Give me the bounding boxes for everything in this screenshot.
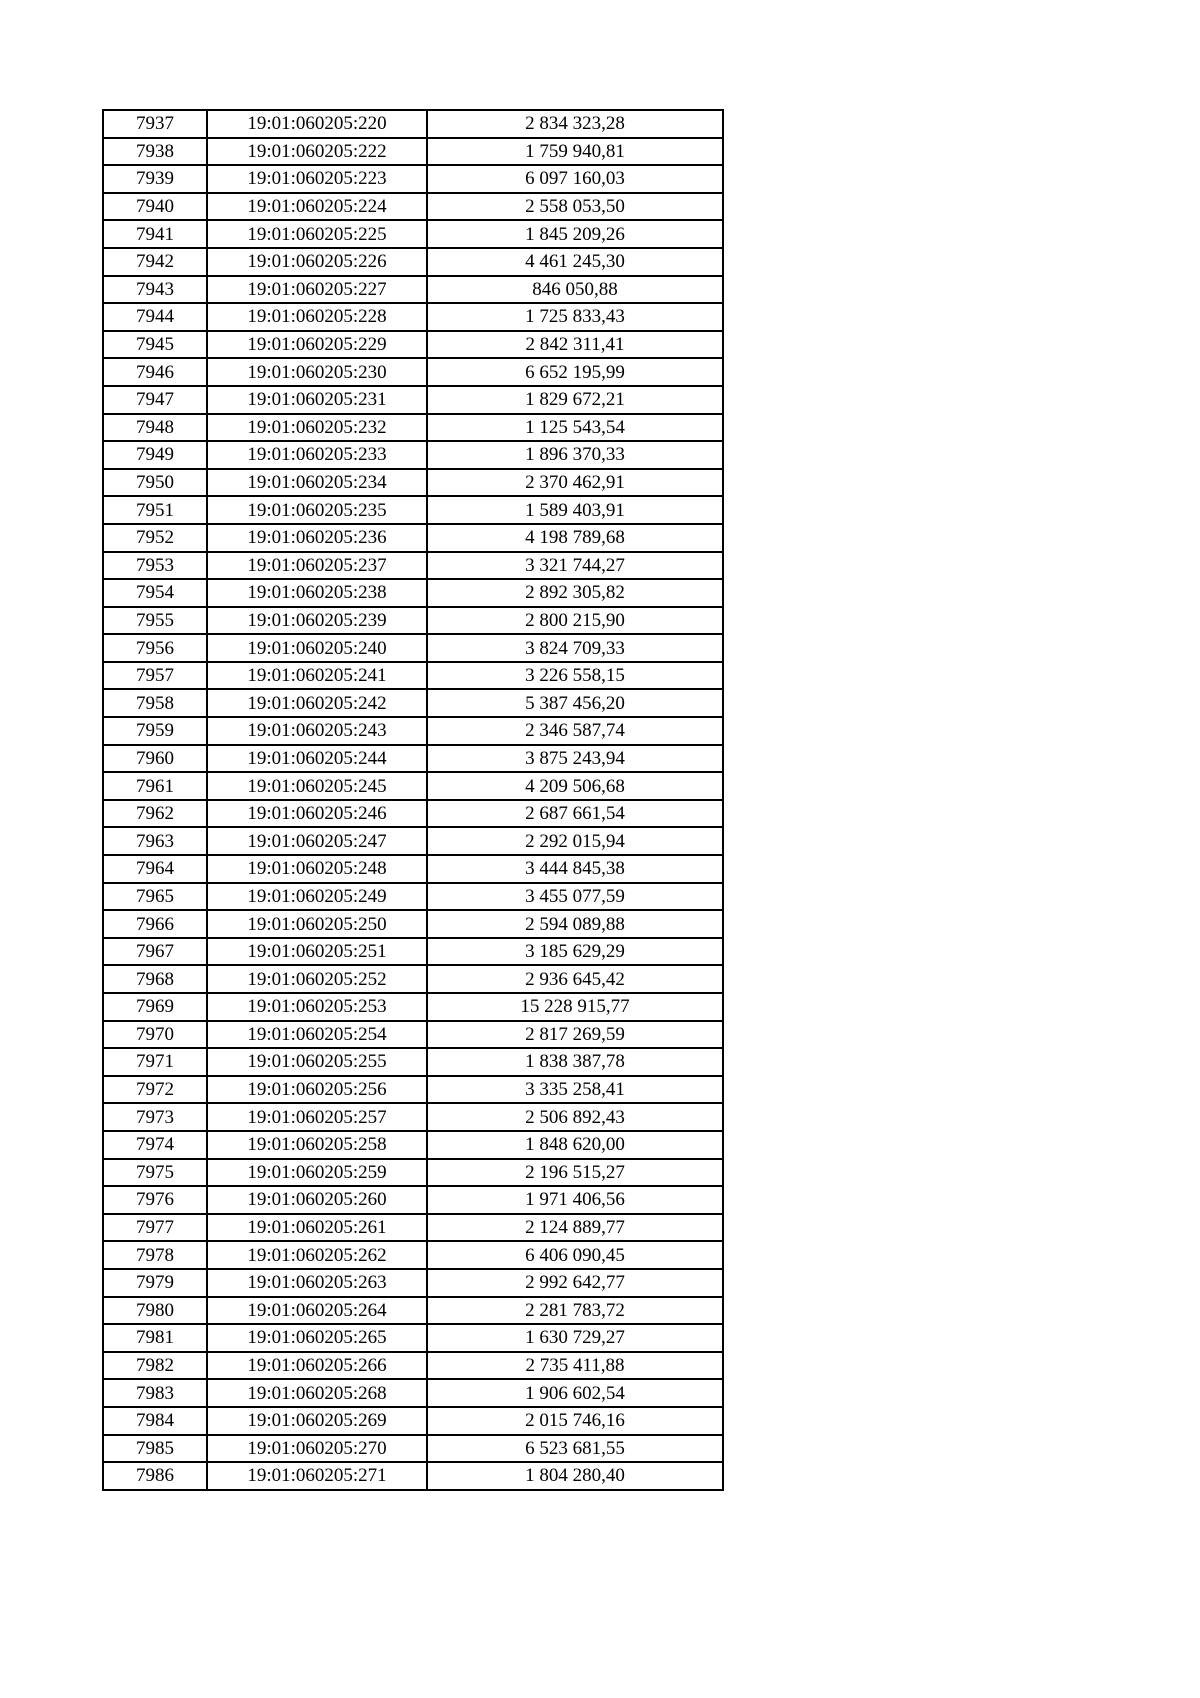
table-row (103, 1435, 723, 1463)
cadastral-number-cell: 19:01:060205:253 (207, 993, 427, 1021)
cadastral-value-cell: 1 906 602,54 (427, 1379, 723, 1407)
cadastral-number-cell: 19:01:060205:262 (207, 1241, 427, 1269)
row-number-cell: 7938 (103, 138, 207, 166)
row-number-cell: 7940 (103, 193, 207, 221)
cadastral-number-cell: 19:01:060205:243 (207, 717, 427, 745)
cadastral-value-cell: 2 687 661,54 (427, 800, 723, 828)
cadastral-number-cell: 19:01:060205:232 (207, 414, 427, 442)
row-number-cell: 7947 (103, 386, 207, 414)
cadastral-number-cell: 19:01:060205:252 (207, 965, 427, 993)
table-row (103, 827, 723, 855)
row-number-cell: 7956 (103, 634, 207, 662)
table-row (103, 579, 723, 607)
table-row (103, 1324, 723, 1352)
table-row (103, 1462, 723, 1490)
cadastral-number-cell: 19:01:060205:234 (207, 469, 427, 497)
table-row (103, 993, 723, 1021)
table-row (103, 662, 723, 690)
cadastral-number-cell: 19:01:060205:254 (207, 1021, 427, 1049)
cadastral-number-cell: 19:01:060205:228 (207, 303, 427, 331)
cadastral-number-cell: 19:01:060205:226 (207, 248, 427, 276)
table-row (103, 138, 723, 166)
cadastral-value-cell: 1 125 543,54 (427, 414, 723, 442)
cadastral-value-cell: 3 335 258,41 (427, 1076, 723, 1104)
table-row (103, 910, 723, 938)
table-row (103, 938, 723, 966)
row-number-cell: 7953 (103, 552, 207, 580)
row-number-cell: 7978 (103, 1241, 207, 1269)
row-number-cell: 7952 (103, 524, 207, 552)
cadastral-number-cell: 19:01:060205:259 (207, 1159, 427, 1187)
row-number-cell: 7983 (103, 1379, 207, 1407)
cadastral-number-cell: 19:01:060205:230 (207, 358, 427, 386)
cadastral-value-cell: 6 652 195,99 (427, 358, 723, 386)
row-number-cell: 7973 (103, 1103, 207, 1131)
table-row (103, 331, 723, 359)
cadastral-value-cell: 3 444 845,38 (427, 855, 723, 883)
cadastral-value-cell: 2 281 783,72 (427, 1297, 723, 1325)
cadastral-value-cell: 4 209 506,68 (427, 772, 723, 800)
table-row (103, 524, 723, 552)
cadastral-number-cell: 19:01:060205:246 (207, 800, 427, 828)
table-row (103, 469, 723, 497)
cadastral-number-cell: 19:01:060205:269 (207, 1407, 427, 1435)
row-number-cell: 7974 (103, 1131, 207, 1159)
cadastral-number-cell: 19:01:060205:224 (207, 193, 427, 221)
cadastral-number-cell: 19:01:060205:247 (207, 827, 427, 855)
cadastral-value-cell: 6 097 160,03 (427, 165, 723, 193)
cadastral-value-cell: 2 834 323,28 (427, 110, 723, 138)
row-number-cell: 7977 (103, 1214, 207, 1242)
row-number-cell: 7971 (103, 1048, 207, 1076)
row-number-cell: 7939 (103, 165, 207, 193)
cadastral-number-cell: 19:01:060205:249 (207, 883, 427, 911)
cadastral-number-cell: 19:01:060205:244 (207, 745, 427, 773)
table-row (103, 1076, 723, 1104)
cadastral-value-cell: 1 630 729,27 (427, 1324, 723, 1352)
row-number-cell: 7965 (103, 883, 207, 911)
table-row (103, 441, 723, 469)
cadastral-value-cell: 1 829 672,21 (427, 386, 723, 414)
cadastral-value-cell: 2 370 462,91 (427, 469, 723, 497)
table-row (103, 855, 723, 883)
cadastral-number-cell: 19:01:060205:251 (207, 938, 427, 966)
cadastral-value-cell: 1 971 406,56 (427, 1186, 723, 1214)
cadastral-value-cell: 2 015 746,16 (427, 1407, 723, 1435)
row-number-cell: 7943 (103, 276, 207, 304)
cadastral-number-cell: 19:01:060205:257 (207, 1103, 427, 1131)
cadastral-number-cell: 19:01:060205:222 (207, 138, 427, 166)
row-number-cell: 7972 (103, 1076, 207, 1104)
table-row (103, 965, 723, 993)
cadastral-value-cell: 3 226 558,15 (427, 662, 723, 690)
table-row (103, 883, 723, 911)
cadastral-number-cell: 19:01:060205:239 (207, 607, 427, 635)
table-row (103, 1297, 723, 1325)
cadastral-value-table (102, 109, 724, 1491)
table-row (103, 552, 723, 580)
cadastral-number-cell: 19:01:060205:223 (207, 165, 427, 193)
cadastral-value-cell: 1 589 403,91 (427, 496, 723, 524)
cadastral-value-cell: 4 198 789,68 (427, 524, 723, 552)
table-row (103, 1186, 723, 1214)
cadastral-number-cell: 19:01:060205:227 (207, 276, 427, 304)
row-number-cell: 7967 (103, 938, 207, 966)
row-number-cell: 7986 (103, 1462, 207, 1490)
row-number-cell: 7975 (103, 1159, 207, 1187)
cadastral-value-cell: 2 124 889,77 (427, 1214, 723, 1242)
cadastral-value-cell: 846 050,88 (427, 276, 723, 304)
table-row (103, 607, 723, 635)
table-row (103, 414, 723, 442)
cadastral-number-cell: 19:01:060205:256 (207, 1076, 427, 1104)
row-number-cell: 7949 (103, 441, 207, 469)
row-number-cell: 7937 (103, 110, 207, 138)
table-row (103, 717, 723, 745)
cadastral-value-cell: 3 824 709,33 (427, 634, 723, 662)
row-number-cell: 7969 (103, 993, 207, 1021)
cadastral-value-cell: 4 461 245,30 (427, 248, 723, 276)
table-row (103, 248, 723, 276)
table-row (103, 165, 723, 193)
table-row (103, 1241, 723, 1269)
cadastral-value-cell: 6 406 090,45 (427, 1241, 723, 1269)
cadastral-value-cell: 3 455 077,59 (427, 883, 723, 911)
table-row (103, 634, 723, 662)
table-row (103, 1269, 723, 1297)
cadastral-value-cell: 2 817 269,59 (427, 1021, 723, 1049)
row-number-cell: 7957 (103, 662, 207, 690)
cadastral-value-cell: 2 842 311,41 (427, 331, 723, 359)
cadastral-value-cell: 2 800 215,90 (427, 607, 723, 635)
table-row (103, 496, 723, 524)
row-number-cell: 7966 (103, 910, 207, 938)
row-number-cell: 7951 (103, 496, 207, 524)
cadastral-number-cell: 19:01:060205:229 (207, 331, 427, 359)
cadastral-number-cell: 19:01:060205:271 (207, 1462, 427, 1490)
table-row (103, 220, 723, 248)
row-number-cell: 7948 (103, 414, 207, 442)
cadastral-number-cell: 19:01:060205:263 (207, 1269, 427, 1297)
cadastral-value-cell: 2 735 411,88 (427, 1352, 723, 1380)
cadastral-value-cell: 6 523 681,55 (427, 1435, 723, 1463)
row-number-cell: 7964 (103, 855, 207, 883)
cadastral-number-cell: 19:01:060205:240 (207, 634, 427, 662)
table-row (103, 1214, 723, 1242)
cadastral-number-cell: 19:01:060205:264 (207, 1297, 427, 1325)
cadastral-number-cell: 19:01:060205:265 (207, 1324, 427, 1352)
cadastral-value-cell: 2 506 892,43 (427, 1103, 723, 1131)
row-number-cell: 7980 (103, 1297, 207, 1325)
row-number-cell: 7984 (103, 1407, 207, 1435)
table-row (103, 1131, 723, 1159)
cadastral-number-cell: 19:01:060205:236 (207, 524, 427, 552)
row-number-cell: 7962 (103, 800, 207, 828)
table-row (103, 303, 723, 331)
row-number-cell: 7944 (103, 303, 207, 331)
table-row (103, 772, 723, 800)
row-number-cell: 7982 (103, 1352, 207, 1380)
cadastral-number-cell: 19:01:060205:237 (207, 552, 427, 580)
row-number-cell: 7941 (103, 220, 207, 248)
cadastral-value-cell: 1 896 370,33 (427, 441, 723, 469)
cadastral-value-cell: 5 387 456,20 (427, 689, 723, 717)
cadastral-number-cell: 19:01:060205:258 (207, 1131, 427, 1159)
table-row (103, 358, 723, 386)
row-number-cell: 7961 (103, 772, 207, 800)
table-row (103, 689, 723, 717)
table-body (103, 110, 723, 1490)
row-number-cell: 7955 (103, 607, 207, 635)
row-number-cell: 7960 (103, 745, 207, 773)
table-row (103, 1021, 723, 1049)
cadastral-number-cell: 19:01:060205:250 (207, 910, 427, 938)
table-row (103, 110, 723, 138)
cadastral-value-cell: 1 838 387,78 (427, 1048, 723, 1076)
cadastral-number-cell: 19:01:060205:268 (207, 1379, 427, 1407)
cadastral-value-cell: 1 845 209,26 (427, 220, 723, 248)
cadastral-number-cell: 19:01:060205:248 (207, 855, 427, 883)
cadastral-value-cell: 2 558 053,50 (427, 193, 723, 221)
row-number-cell: 7981 (103, 1324, 207, 1352)
row-number-cell: 7976 (103, 1186, 207, 1214)
row-number-cell: 7945 (103, 331, 207, 359)
cadastral-number-cell: 19:01:060205:266 (207, 1352, 427, 1380)
row-number-cell: 7950 (103, 469, 207, 497)
table-row (103, 1159, 723, 1187)
row-number-cell: 7979 (103, 1269, 207, 1297)
cadastral-value-cell: 2 992 642,77 (427, 1269, 723, 1297)
cadastral-number-cell: 19:01:060205:220 (207, 110, 427, 138)
table-row (103, 386, 723, 414)
table-row (103, 745, 723, 773)
cadastral-number-cell: 19:01:060205:242 (207, 689, 427, 717)
cadastral-value-cell: 3 321 744,27 (427, 552, 723, 580)
cadastral-value-cell: 1 804 280,40 (427, 1462, 723, 1490)
cadastral-number-cell: 19:01:060205:270 (207, 1435, 427, 1463)
cadastral-value-cell: 2 936 645,42 (427, 965, 723, 993)
cadastral-number-cell: 19:01:060205:261 (207, 1214, 427, 1242)
cadastral-value-cell: 2 292 015,94 (427, 827, 723, 855)
cadastral-value-cell: 3 875 243,94 (427, 745, 723, 773)
cadastral-number-cell: 19:01:060205:260 (207, 1186, 427, 1214)
cadastral-value-cell: 2 892 305,82 (427, 579, 723, 607)
cadastral-number-cell: 19:01:060205:235 (207, 496, 427, 524)
row-number-cell: 7959 (103, 717, 207, 745)
cadastral-number-cell: 19:01:060205:238 (207, 579, 427, 607)
table-row (103, 193, 723, 221)
cadastral-number-cell: 19:01:060205:231 (207, 386, 427, 414)
cadastral-value-cell: 1 725 833,43 (427, 303, 723, 331)
row-number-cell: 7942 (103, 248, 207, 276)
cadastral-value-cell: 2 594 089,88 (427, 910, 723, 938)
cadastral-value-cell: 2 196 515,27 (427, 1159, 723, 1187)
table-row (103, 800, 723, 828)
table-row (103, 1379, 723, 1407)
cadastral-value-cell: 1 759 940,81 (427, 138, 723, 166)
table-row (103, 1352, 723, 1380)
cadastral-number-cell: 19:01:060205:245 (207, 772, 427, 800)
cadastral-number-cell: 19:01:060205:233 (207, 441, 427, 469)
row-number-cell: 7963 (103, 827, 207, 855)
table-row (103, 1048, 723, 1076)
cadastral-number-cell: 19:01:060205:225 (207, 220, 427, 248)
row-number-cell: 7985 (103, 1435, 207, 1463)
row-number-cell: 7958 (103, 689, 207, 717)
cadastral-value-cell: 3 185 629,29 (427, 938, 723, 966)
table-row (103, 1103, 723, 1131)
cadastral-number-cell: 19:01:060205:255 (207, 1048, 427, 1076)
row-number-cell: 7970 (103, 1021, 207, 1049)
cadastral-value-cell: 2 346 587,74 (427, 717, 723, 745)
table-row (103, 1407, 723, 1435)
row-number-cell: 7954 (103, 579, 207, 607)
row-number-cell: 7968 (103, 965, 207, 993)
cadastral-value-cell: 15 228 915,77 (427, 993, 723, 1021)
cadastral-value-cell: 1 848 620,00 (427, 1131, 723, 1159)
row-number-cell: 7946 (103, 358, 207, 386)
cadastral-number-cell: 19:01:060205:241 (207, 662, 427, 690)
table-row (103, 276, 723, 304)
